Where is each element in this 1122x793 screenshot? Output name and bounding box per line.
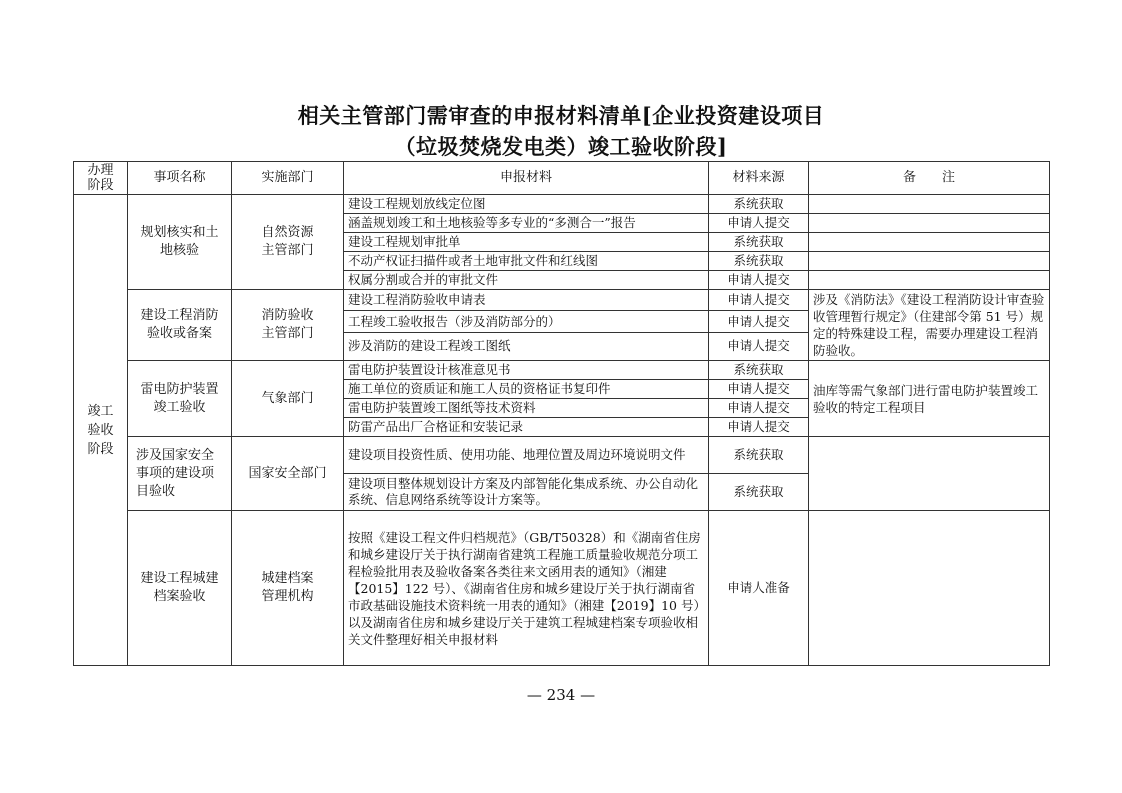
remarks-cell <box>809 271 1050 290</box>
source-cell: 系统获取 <box>709 252 809 271</box>
dept-cell: 国家安全部门 <box>232 437 344 511</box>
source-cell: 申请人提交 <box>709 271 809 290</box>
remarks-cell: 油库等需气象部门进行雷电防护装置竣工验收的特定工程项目 <box>809 361 1050 437</box>
header-dept: 实施部门 <box>232 162 344 195</box>
source-cell: 系统获取 <box>709 474 809 511</box>
table-row <box>74 290 1050 311</box>
dept-cell: 消防验收 主管部门 <box>232 290 344 361</box>
material-cell: 工程竣工验收报告（涉及消防部分的） <box>344 311 709 332</box>
material-cell: 权属分割或合并的审批文件 <box>344 271 709 290</box>
remarks-cell <box>809 511 1050 666</box>
source-cell: 申请人提交 <box>709 332 809 360</box>
source-cell: 申请人提交 <box>709 214 809 233</box>
table-row <box>74 361 1050 380</box>
material-cell: 涉及消防的建设工程竣工图纸 <box>344 332 709 360</box>
material-cell: 建设项目投资性质、使用功能、地理位置及周边环境说明文件 <box>344 437 709 474</box>
source-cell: 申请人准备 <box>709 511 809 666</box>
page-title-line2: （垃圾焚烧发电类）竣工验收阶段] <box>394 134 728 159</box>
item-name-cell: 建设工程消防 验收或备案 <box>128 290 232 361</box>
header-item: 事项名称 <box>128 162 232 195</box>
remarks-cell <box>809 195 1050 214</box>
header-remarks: 备 注 <box>809 162 1050 195</box>
page-number: — 234 — <box>526 686 596 704</box>
material-cell: 建设工程规划放线定位图 <box>344 195 709 214</box>
remarks-cell <box>809 214 1050 233</box>
material-cell: 雷电防护装置设计核准意见书 <box>344 361 709 380</box>
page-title-line1: 相关主管部门需审查的申报材料清单[企业投资建设项目 <box>297 103 825 128</box>
dept-cell: 气象部门 <box>232 361 344 437</box>
table-row <box>74 437 1050 474</box>
remarks-cell: 涉及《消防法》《建设工程消防设计审查验收管理暂行规定》（住建部令第 51 号）规定的特殊建设工程，需要办理建设工程消防验收。 <box>809 290 1050 361</box>
source-cell: 申请人提交 <box>709 290 809 311</box>
source-cell: 系统获取 <box>709 233 809 252</box>
source-cell: 申请人提交 <box>709 399 809 418</box>
source-cell: 申请人提交 <box>709 311 809 332</box>
table-row <box>74 511 1050 666</box>
source-cell: 系统获取 <box>709 195 809 214</box>
material-cell: 不动产权证扫描件或者土地审批文件和红线图 <box>344 252 709 271</box>
dept-cell: 城建档案 管理机构 <box>232 511 344 666</box>
table-row <box>74 195 1050 214</box>
header-source: 材料来源 <box>709 162 809 195</box>
material-cell: 建设工程消防验收申请表 <box>344 290 709 311</box>
source-cell: 系统获取 <box>709 437 809 474</box>
material-cell: 施工单位的资质证和施工人员的资格证书复印件 <box>344 380 709 399</box>
remarks-cell <box>809 233 1050 252</box>
material-cell: 按照《建设工程文件归档规范》（GB/T50328）和《湖南省住房和城乡建设厅关于执行湖南省建筑工程施工质量验收规范分项工程检验批用表及验收备案各类往来文函用表的通知》（湘建【2015】122 号）、《湖南省住房和城乡建设厅关于执行湖南省市政基础设施技术资料统一用表的通知》（湘建【2019】10 号）以及湖南省住房和城乡建设厅关于建筑工程城建档案专项验收相关文件整理好相关申报材料 <box>344 511 709 666</box>
item-name-cell: 雷电防护装置 竣工验收 <box>128 361 232 437</box>
item-name-cell: 涉及国家安全 事项的建设项 目验收 <box>128 437 232 511</box>
item-name-cell: 规划核实和土地核验 <box>128 195 232 290</box>
material-cell: 雷电防护装置竣工图纸等技术资料 <box>344 399 709 418</box>
stage-cell: 竣工 验收 阶段 <box>74 195 128 666</box>
material-cell: 建设项目整体规划设计方案及内部智能化集成系统、办公自动化系统、信息网络系统等设计方案等。 <box>344 474 709 511</box>
material-cell: 防雷产品出厂合格证和安装记录 <box>344 418 709 437</box>
table-header-row <box>74 162 1050 195</box>
material-cell: 建设工程规划审批单 <box>344 233 709 252</box>
materials-table <box>73 161 1050 666</box>
source-cell: 系统获取 <box>709 361 809 380</box>
material-cell: 涵盖规划竣工和土地核验等多专业的“多测合一”报告 <box>344 214 709 233</box>
remarks-cell <box>809 437 1050 511</box>
source-cell: 申请人提交 <box>709 380 809 399</box>
item-name-cell: 建设工程城建 档案验收 <box>128 511 232 666</box>
source-cell: 申请人提交 <box>709 418 809 437</box>
remarks-cell <box>809 252 1050 271</box>
header-material: 申报材料 <box>344 162 709 195</box>
header-stage: 办理 阶段 <box>74 162 128 195</box>
dept-cell: 自然资源 主管部门 <box>232 195 344 290</box>
